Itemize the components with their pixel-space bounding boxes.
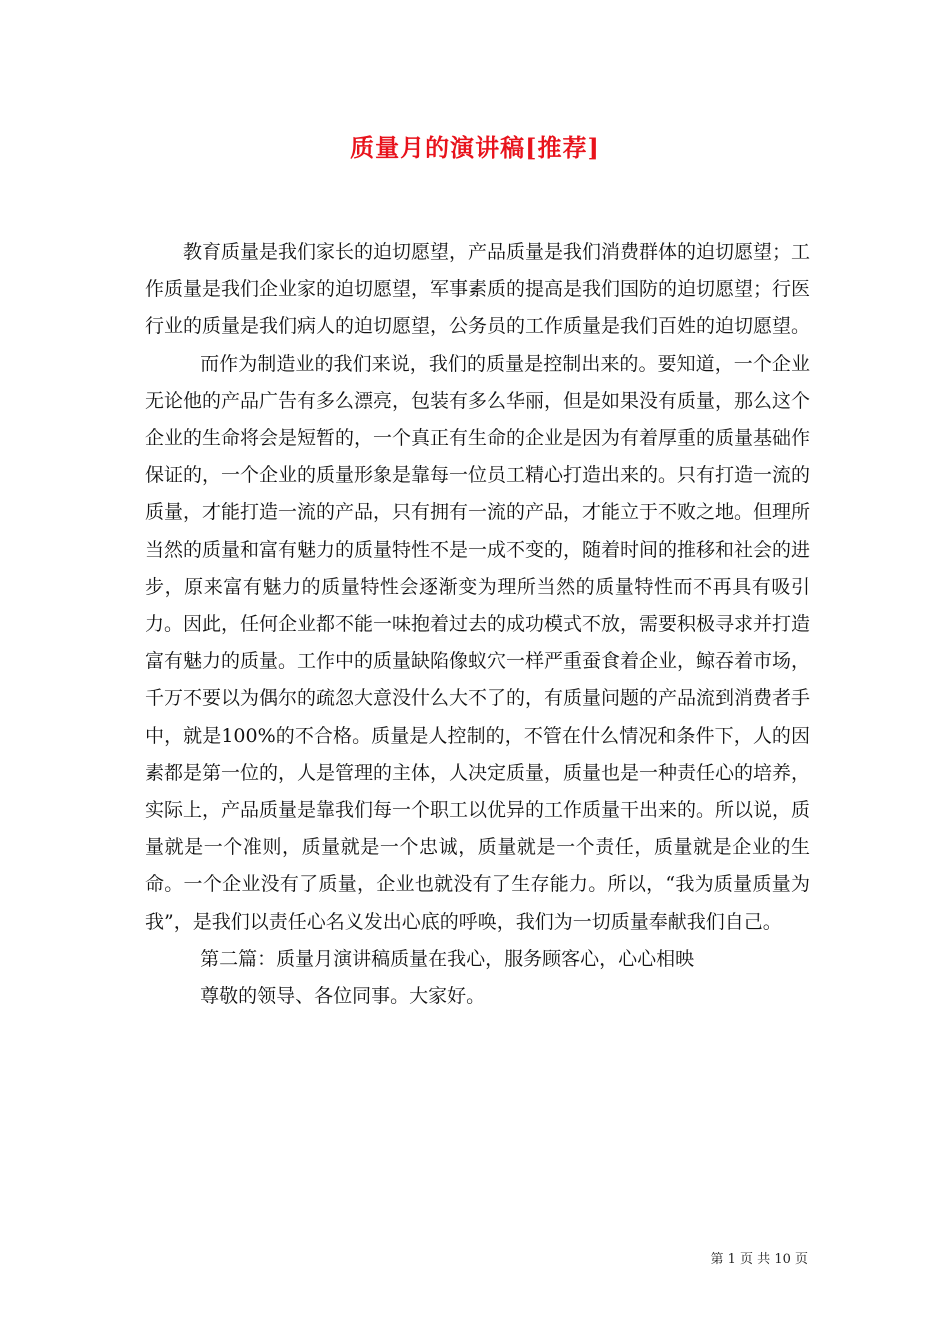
document-body [145, 234, 810, 1015]
paragraph-2: 而作为制造业的我们来说，我们的质量是控制出来的。要知道，一个企业无论他的产品广告有多么漂亮，包装有多么华丽，但是如果没有质量，那么这个企业的生命将会是短暂的，一个真正有生命的企业是因为有着厚重的质量基础作保证的，一个企业的质量形象是靠每一位员工精心打造出来的。只有打造一流的质量，才能打造一流的产品，只有拥有一流的产品，才能立于不败之地。但理所当然的质量和富有魅力的质量特性不是一成不变的，随着时间的推移和社会的进步，原来富有魅力的质量特性会逐渐变为理所当然的质量特性而不再具有吸引力。因此，任何企业都不能一味抱着过去的成功模式不放，需要积极寻求并打造富有魅力的质量。工作中的质量缺陷像蚁穴一样严重蚕食着企业，鲸吞着市场，千万不要以为偶尔的疏忽大意没什么大不了的，有质量问题的产品流到消费者手中，就是100%的不合格。质量是人控制的，不管在什么情况和条件下，人的因素都是第一位的，人是管理的主体，人决定质量，质量也是一种责任心的培养，实际上，产品质量是靠我们每一个职工以优异的工作质量干出来的。所以说，质量就是一个准则，质量就是一个忠诚，质量就是一个责任，质量就是企业的生命。一个企业没有了质量，企业也就没有了生存能力。所以，“我为质量质量为我”，是我们以责任心名义发出心底的呼唤，我们为一切质量奉献我们自己。 [145, 352, 811, 933]
paragraph-3: 第二篇：质量月演讲稿质量在我心，服务顾客心，心心相映 [200, 947, 695, 970]
page-title: 质量月的演讲稿[推荐] [350, 133, 600, 162]
paragraph-4: 尊敬的领导、各位同事。大家好。 [200, 985, 486, 1008]
page-number-footer: 第 1 页 共 10 页 [710, 1252, 808, 1267]
paragraph-1: 教育质量是我们家长的迫切愿望，产品质量是我们消费群体的迫切愿望；工作质量是我们企业家的迫切愿望，军事素质的提高是我们国防的迫切愿望；行医行业的质量是我们病人的迫切愿望，公务员的工作质量是我们百姓的迫切愿望。 [145, 241, 811, 338]
